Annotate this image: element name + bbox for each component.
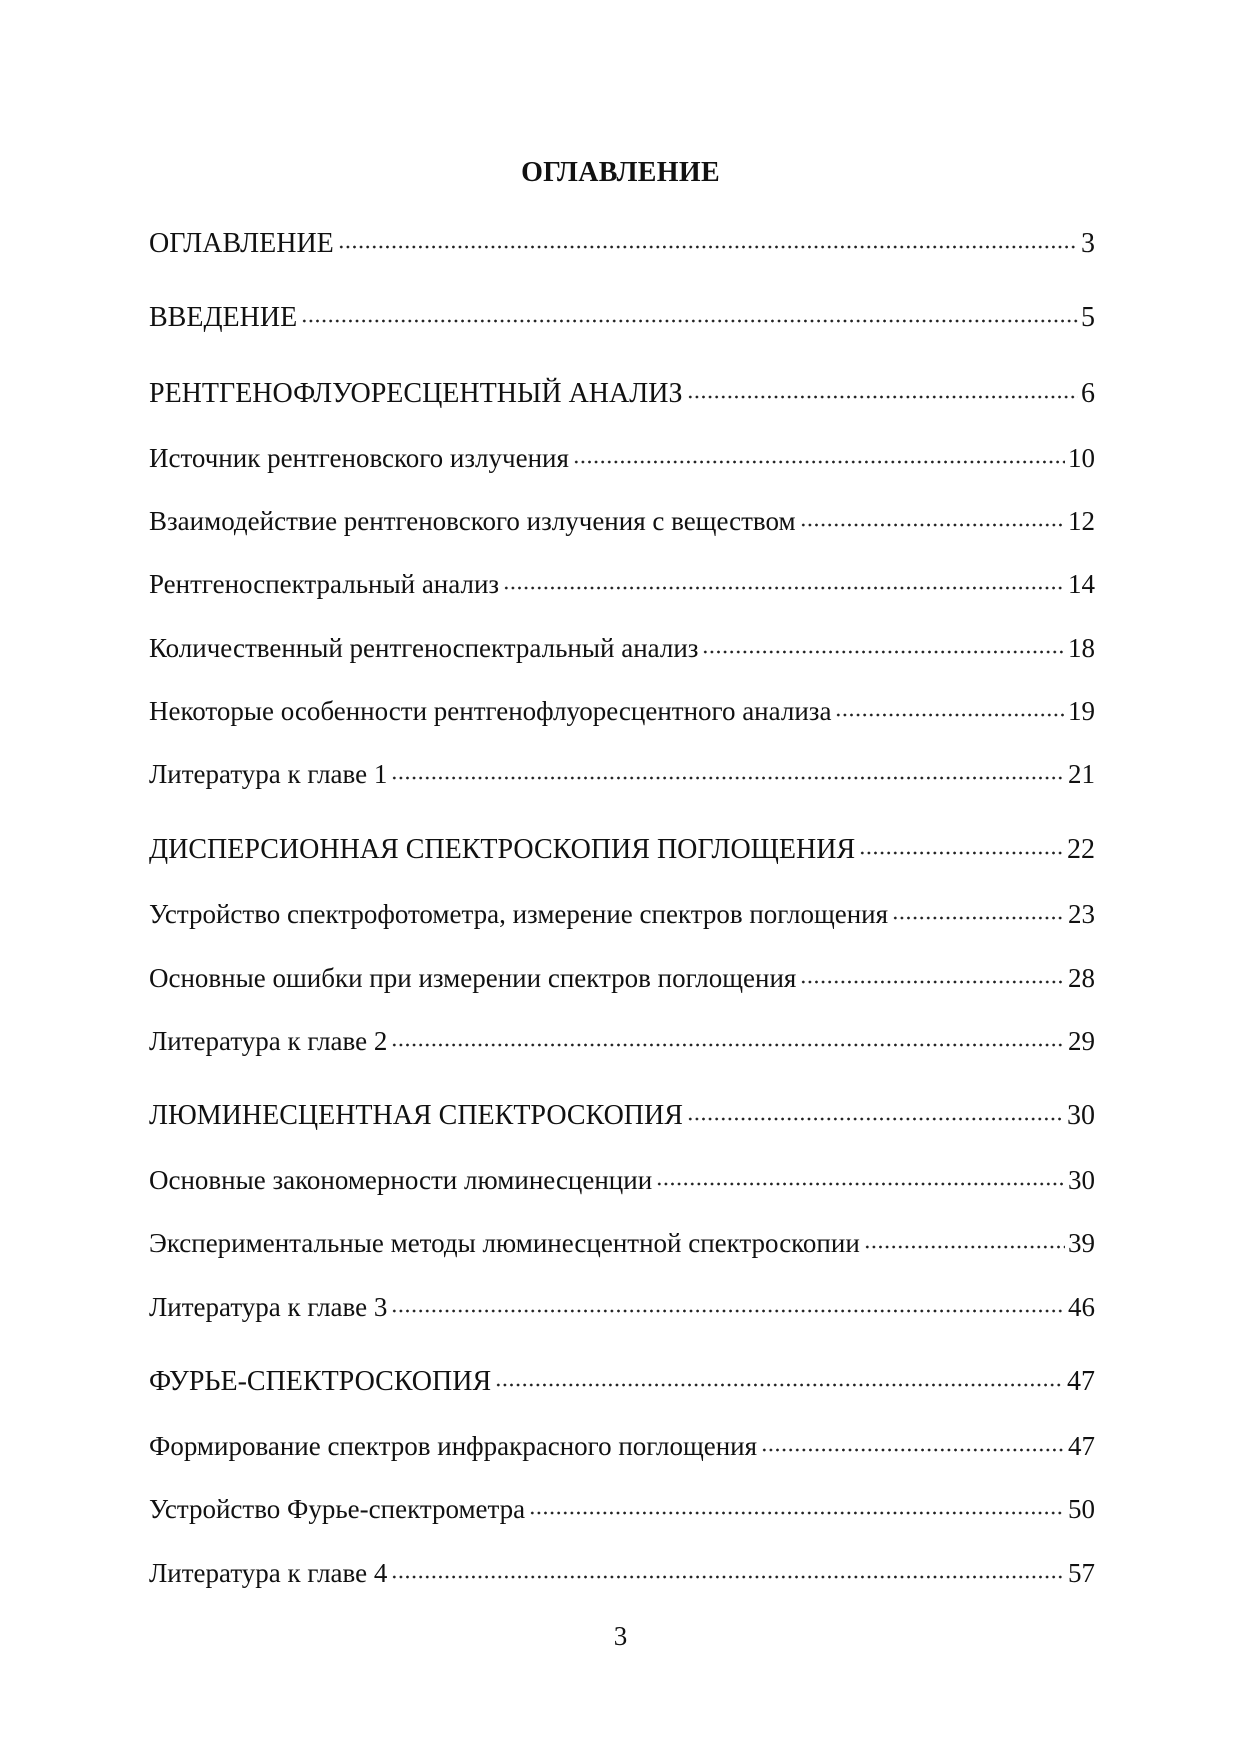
toc-entry[interactable] bbox=[149, 440, 1095, 476]
toc-entry-page: 3 bbox=[1081, 228, 1095, 259]
toc-leader-dots bbox=[800, 521, 1065, 529]
toc-entry[interactable] bbox=[149, 1555, 1095, 1591]
toc-leader-dots bbox=[687, 1115, 1064, 1123]
toc-leader-dots bbox=[859, 849, 1064, 857]
toc-entry-title: РЕНТГЕНОФЛУОРЕСЦЕНТНЫЙ АНАЛИЗ bbox=[149, 378, 683, 409]
toc-leader-dots bbox=[573, 458, 1065, 466]
toc-entry-title: ВВЕДЕНИЕ bbox=[149, 302, 298, 333]
toc-entry-page: 23 bbox=[1068, 899, 1095, 929]
toc-leader-dots bbox=[301, 317, 1078, 325]
toc-entry[interactable] bbox=[149, 693, 1095, 729]
toc-entry-title: ФУРЬЕ-СПЕКТРОСКОПИЯ bbox=[149, 1366, 492, 1397]
toc-entry-page: 30 bbox=[1067, 1100, 1095, 1131]
toc-entry-title: Литература к главе 3 bbox=[149, 1292, 388, 1322]
toc-entry-title: Устройство спектрофотометра, измерение спектров поглощения bbox=[149, 899, 889, 929]
toc-leader-dots bbox=[835, 711, 1065, 719]
toc-entry[interactable] bbox=[149, 756, 1095, 792]
toc-entry-page: 30 bbox=[1068, 1165, 1095, 1195]
toc-entry[interactable] bbox=[149, 503, 1095, 539]
toc-leader-dots bbox=[338, 243, 1078, 251]
page-number: 3 bbox=[613, 1621, 628, 1651]
toc-entry[interactable] bbox=[149, 630, 1095, 666]
toc-entry-title: Литература к главе 4 bbox=[149, 1558, 388, 1588]
toc-leader-dots bbox=[864, 1243, 1065, 1251]
toc-entry[interactable] bbox=[149, 960, 1095, 996]
toc-entry-title: ЛЮМИНЕСЦЕНТНАЯ СПЕКТРОСКОПИЯ bbox=[149, 1100, 683, 1131]
toc-entry[interactable] bbox=[149, 1491, 1095, 1527]
toc-leader-dots bbox=[503, 584, 1065, 592]
toc-entry[interactable] bbox=[149, 1428, 1095, 1464]
toc-entry-title: Экспериментальные методы люминесцентной спектроскопии bbox=[149, 1228, 860, 1258]
toc-entry[interactable] bbox=[149, 566, 1095, 602]
toc-leader-dots bbox=[761, 1446, 1065, 1454]
toc-entry-page: 28 bbox=[1068, 963, 1095, 993]
toc-entry-title: Количественный рентгеноспектральный анализ bbox=[149, 633, 699, 663]
toc-leader-dots bbox=[391, 1573, 1065, 1581]
toc-leader-dots bbox=[687, 393, 1079, 401]
toc-entry-page: 12 bbox=[1068, 506, 1095, 536]
toc-leader-dots bbox=[800, 978, 1065, 986]
toc-entry[interactable] bbox=[149, 1225, 1095, 1261]
toc-entry-title: Литература к главе 1 bbox=[149, 759, 388, 789]
toc-entry-page: 22 bbox=[1067, 834, 1095, 865]
toc-entry-title: ОГЛАВЛЕНИЕ bbox=[149, 228, 334, 259]
toc-entry-page: 6 bbox=[1081, 378, 1095, 409]
toc-entry-page: 29 bbox=[1068, 1026, 1095, 1056]
toc-entry-title: Основные закономерности люминесценции bbox=[149, 1165, 653, 1195]
toc-entry[interactable] bbox=[149, 1098, 1095, 1134]
toc-entry-title: Формирование спектров инфракрасного поглощения bbox=[149, 1431, 758, 1461]
toc-entry[interactable] bbox=[149, 1162, 1095, 1198]
toc-entry-title: Некоторые особенности рентгенофлуоресцентного анализа bbox=[149, 696, 832, 726]
toc-entry-page: 47 bbox=[1068, 1431, 1095, 1461]
toc-entry[interactable] bbox=[149, 376, 1095, 412]
toc-entry[interactable] bbox=[149, 832, 1095, 868]
toc-entry-title: Основные ошибки при измерении спектров поглощения bbox=[149, 963, 797, 993]
toc-entry-title: Источник рентгеновского излучения bbox=[149, 443, 569, 473]
toc-entry[interactable] bbox=[149, 1364, 1095, 1400]
toc-entry-page: 50 bbox=[1068, 1494, 1095, 1524]
toc-entry[interactable] bbox=[149, 1289, 1095, 1325]
toc-entry-title: Устройство Фурье-спектрометра bbox=[149, 1494, 526, 1524]
toc-leader-dots bbox=[529, 1509, 1065, 1517]
toc-leader-dots bbox=[656, 1180, 1065, 1188]
toc-entry-page: 5 bbox=[1081, 302, 1095, 333]
toc-entry-page: 57 bbox=[1068, 1558, 1095, 1588]
toc-leader-dots bbox=[391, 1041, 1065, 1049]
toc-entry-page: 14 bbox=[1068, 569, 1095, 599]
toc-entry[interactable] bbox=[149, 226, 1095, 262]
toc-entry-page: 21 bbox=[1068, 759, 1095, 789]
table-of-contents bbox=[149, 0, 1095, 1754]
toc-entry-title: Взаимодействие рентгеновского излучения с веществом bbox=[149, 506, 796, 536]
toc-entry-title: ДИСПЕРСИОННАЯ СПЕКТРОСКОПИЯ ПОГЛОЩЕНИЯ bbox=[149, 834, 856, 865]
toc-leader-dots bbox=[892, 914, 1065, 922]
toc-leader-dots bbox=[391, 774, 1065, 782]
toc-leader-dots bbox=[702, 648, 1065, 656]
toc-leader-dots bbox=[495, 1381, 1064, 1389]
page-title: ОГЛАВЛЕНИЕ bbox=[521, 157, 720, 188]
toc-entry-page: 47 bbox=[1067, 1366, 1095, 1397]
toc-entry[interactable] bbox=[149, 1023, 1095, 1059]
toc-entry-page: 18 bbox=[1068, 633, 1095, 663]
toc-entry-title: Литература к главе 2 bbox=[149, 1026, 388, 1056]
toc-entry-title: Рентгеноспектральный анализ bbox=[149, 569, 500, 599]
toc-entry-page: 39 bbox=[1068, 1228, 1095, 1258]
toc-entry[interactable] bbox=[149, 300, 1095, 336]
toc-entry[interactable] bbox=[149, 896, 1095, 932]
toc-leader-dots bbox=[391, 1307, 1065, 1315]
toc-entry-page: 10 bbox=[1068, 443, 1095, 473]
toc-entry-page: 46 bbox=[1068, 1292, 1095, 1322]
toc-entry-page: 19 bbox=[1068, 696, 1095, 726]
